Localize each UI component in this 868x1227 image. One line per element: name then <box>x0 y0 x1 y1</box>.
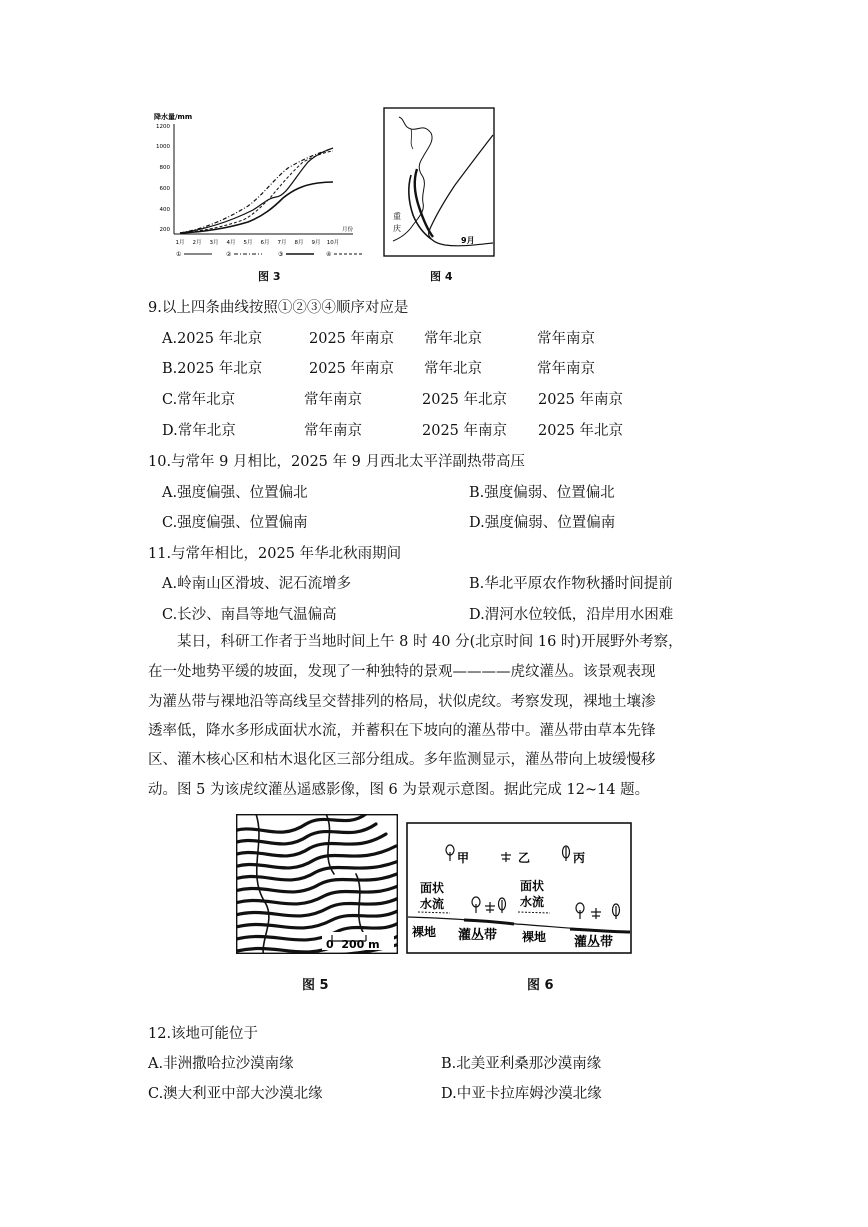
q9-option-c-1: C.常年北京 <box>162 392 236 408</box>
fig6-shrub-label: 灌丛带 <box>458 928 498 943</box>
q9-option-a-2: 2025 年南京 <box>309 331 395 347</box>
q9-option-d-1: D.常年北京 <box>162 423 236 439</box>
fig3-xtick: 1月 <box>175 240 185 246</box>
fig3-ytick: 400 <box>159 207 170 213</box>
q12-option-a: A.非洲撒哈拉沙漠南缘 <box>148 1056 294 1072</box>
q9-option-c-4: 2025 年南京 <box>538 392 624 408</box>
fig6-legend-label: 丙 <box>573 851 586 865</box>
q9-option-a-4: 常年南京 <box>537 331 595 347</box>
fig5-caption: 图 5 <box>302 978 329 993</box>
passage-line: 动。图 5 为该虎纹灌丛遥感影像，图 6 为景观示意图。据此完成 12~14 题。 <box>148 782 650 798</box>
fig3-ytick: 1000 <box>156 144 170 150</box>
q12-option-c: C.澳大利亚中部大沙漠北缘 <box>148 1086 323 1102</box>
q9-option-d-4: 2025 年北京 <box>538 423 624 439</box>
figure4-map <box>383 107 495 257</box>
q9-option-c-3: 2025 年北京 <box>422 392 508 408</box>
fig5-scale-label: 0 200 m <box>326 938 380 951</box>
fig4-caption: 图 4 <box>430 270 453 283</box>
passage-line: 区、灌木核心区和枯木退化区三部分组成。多年监测显示，灌丛带向上坡缓慢移 <box>148 752 656 768</box>
fig6-legend-label: 乙 <box>518 851 531 865</box>
fig3-legend-label: ③ <box>278 251 284 258</box>
fig3-xtick: 6月 <box>260 240 270 246</box>
fig3-ylabel: 降水量/mm <box>154 113 193 121</box>
q9-option-b-4: 常年南京 <box>537 361 595 377</box>
fig4-vertical-label: 庆 <box>393 224 401 233</box>
q9-option-d-3: 2025 年南京 <box>422 423 508 439</box>
fig3-xtick: 5月 <box>243 240 253 246</box>
passage-line: 透率低，降水多形成面状水流，并蓄积在下坡向的灌丛带中。灌丛带由草本先锋 <box>148 723 656 739</box>
fig3-curve-3 <box>180 151 333 233</box>
q9-stem: 9.以上四条曲线按照①②③④顺序对应是 <box>148 300 409 316</box>
q10-option-d: D.强度偏弱、位置偏南 <box>469 515 616 531</box>
q11-option-a: A.岭南山区滑坡、泥石流增多 <box>162 576 352 592</box>
fig6-legend-label: 甲 <box>457 851 470 865</box>
q12-option-b: B.北美亚利桑那沙漠南缘 <box>441 1056 602 1072</box>
figure3-chart <box>148 110 378 265</box>
fig6-bare-label: 裸地 <box>412 925 437 939</box>
fig4-vertical-label: 重 <box>393 212 401 221</box>
fig6-flow-label: 水流 <box>420 897 445 911</box>
q11-option-b: B.华北平原农作物秋播时间提前 <box>469 576 673 592</box>
q10-stem: 10.与常年 9 月相比，2025 年 9 月西北太平洋副热带高压 <box>148 454 525 470</box>
fig6-caption: 图 6 <box>527 978 554 993</box>
q12-stem: 12.该地可能位于 <box>148 1026 259 1042</box>
q9-option-b-1: B.2025 年北京 <box>162 361 263 377</box>
fig3-xtick: 10月 <box>326 240 340 246</box>
q11-option-d: D.渭河水位较低，沿岸用水困难 <box>469 607 674 623</box>
passage-line: 在一处地势平缓的坡面，发现了一种独特的景观————虎纹灌丛。该景观表现 <box>148 664 656 680</box>
fig3-legend-label: ① <box>176 251 182 258</box>
passage-line: 某日，科研工作者于当地时间上午 8 时 40 分(北京时间 16 时)开展野外考察， <box>177 634 683 650</box>
q9-option-a-1: A.2025 年北京 <box>162 331 263 347</box>
fig6-flow-label: 水流 <box>520 895 545 909</box>
fig4-month-label: 9月 <box>461 236 475 245</box>
fig3-caption: 图 3 <box>258 270 281 283</box>
q9-option-d-2: 常年南京 <box>304 423 362 439</box>
fig6-flow-label: 面状 <box>520 879 545 893</box>
fig6-shrub-label: 灌丛带 <box>574 935 614 950</box>
fig3-xtick: 9月 <box>311 240 321 246</box>
fig3-xlabel: 月份 <box>342 227 354 233</box>
fig3-ytick: 1200 <box>156 124 170 130</box>
fig3-xtick: 8月 <box>294 240 304 246</box>
fig3-legend-label: ② <box>226 251 232 258</box>
fig6-bare-label: 裸地 <box>522 930 547 944</box>
fig3-curve-2 <box>180 148 333 233</box>
fig3-ytick: 200 <box>159 227 170 233</box>
fig3-legend-label: ④ <box>326 251 332 258</box>
q11-stem: 11.与常年相比，2025 年华北秋雨期间 <box>148 546 402 562</box>
q10-option-b: B.强度偏弱、位置偏北 <box>469 485 615 501</box>
fig3-xtick: 2月 <box>192 240 202 246</box>
fig3-xtick: 7月 <box>277 240 287 246</box>
q9-option-b-2: 2025 年南京 <box>309 361 395 377</box>
fig3-xtick: 3月 <box>209 240 219 246</box>
q11-option-c: C.长沙、南昌等地气温偏高 <box>162 607 337 623</box>
q10-option-c: C.强度偏强、位置偏南 <box>162 515 308 531</box>
q9-option-c-2: 常年南京 <box>304 392 362 408</box>
passage-line: 为灌丛带与裸地沿等高线呈交替排列的格局，状似虎纹。考察发现，裸地土壤渗 <box>148 694 656 710</box>
q10-option-a: A.强度偏强、位置偏北 <box>162 485 308 501</box>
fig3-ytick: 800 <box>159 165 170 171</box>
figure6-diagram <box>406 822 632 954</box>
fig6-flow-label: 面状 <box>420 881 445 895</box>
q12-option-d: D.中亚卡拉库姆沙漠北缘 <box>441 1086 602 1102</box>
q9-option-a-3: 常年北京 <box>424 331 482 347</box>
fig3-ytick: 600 <box>159 186 170 192</box>
q9-option-b-3: 常年北京 <box>424 361 482 377</box>
figure5-image <box>236 814 398 954</box>
fig3-xtick: 4月 <box>226 240 236 246</box>
